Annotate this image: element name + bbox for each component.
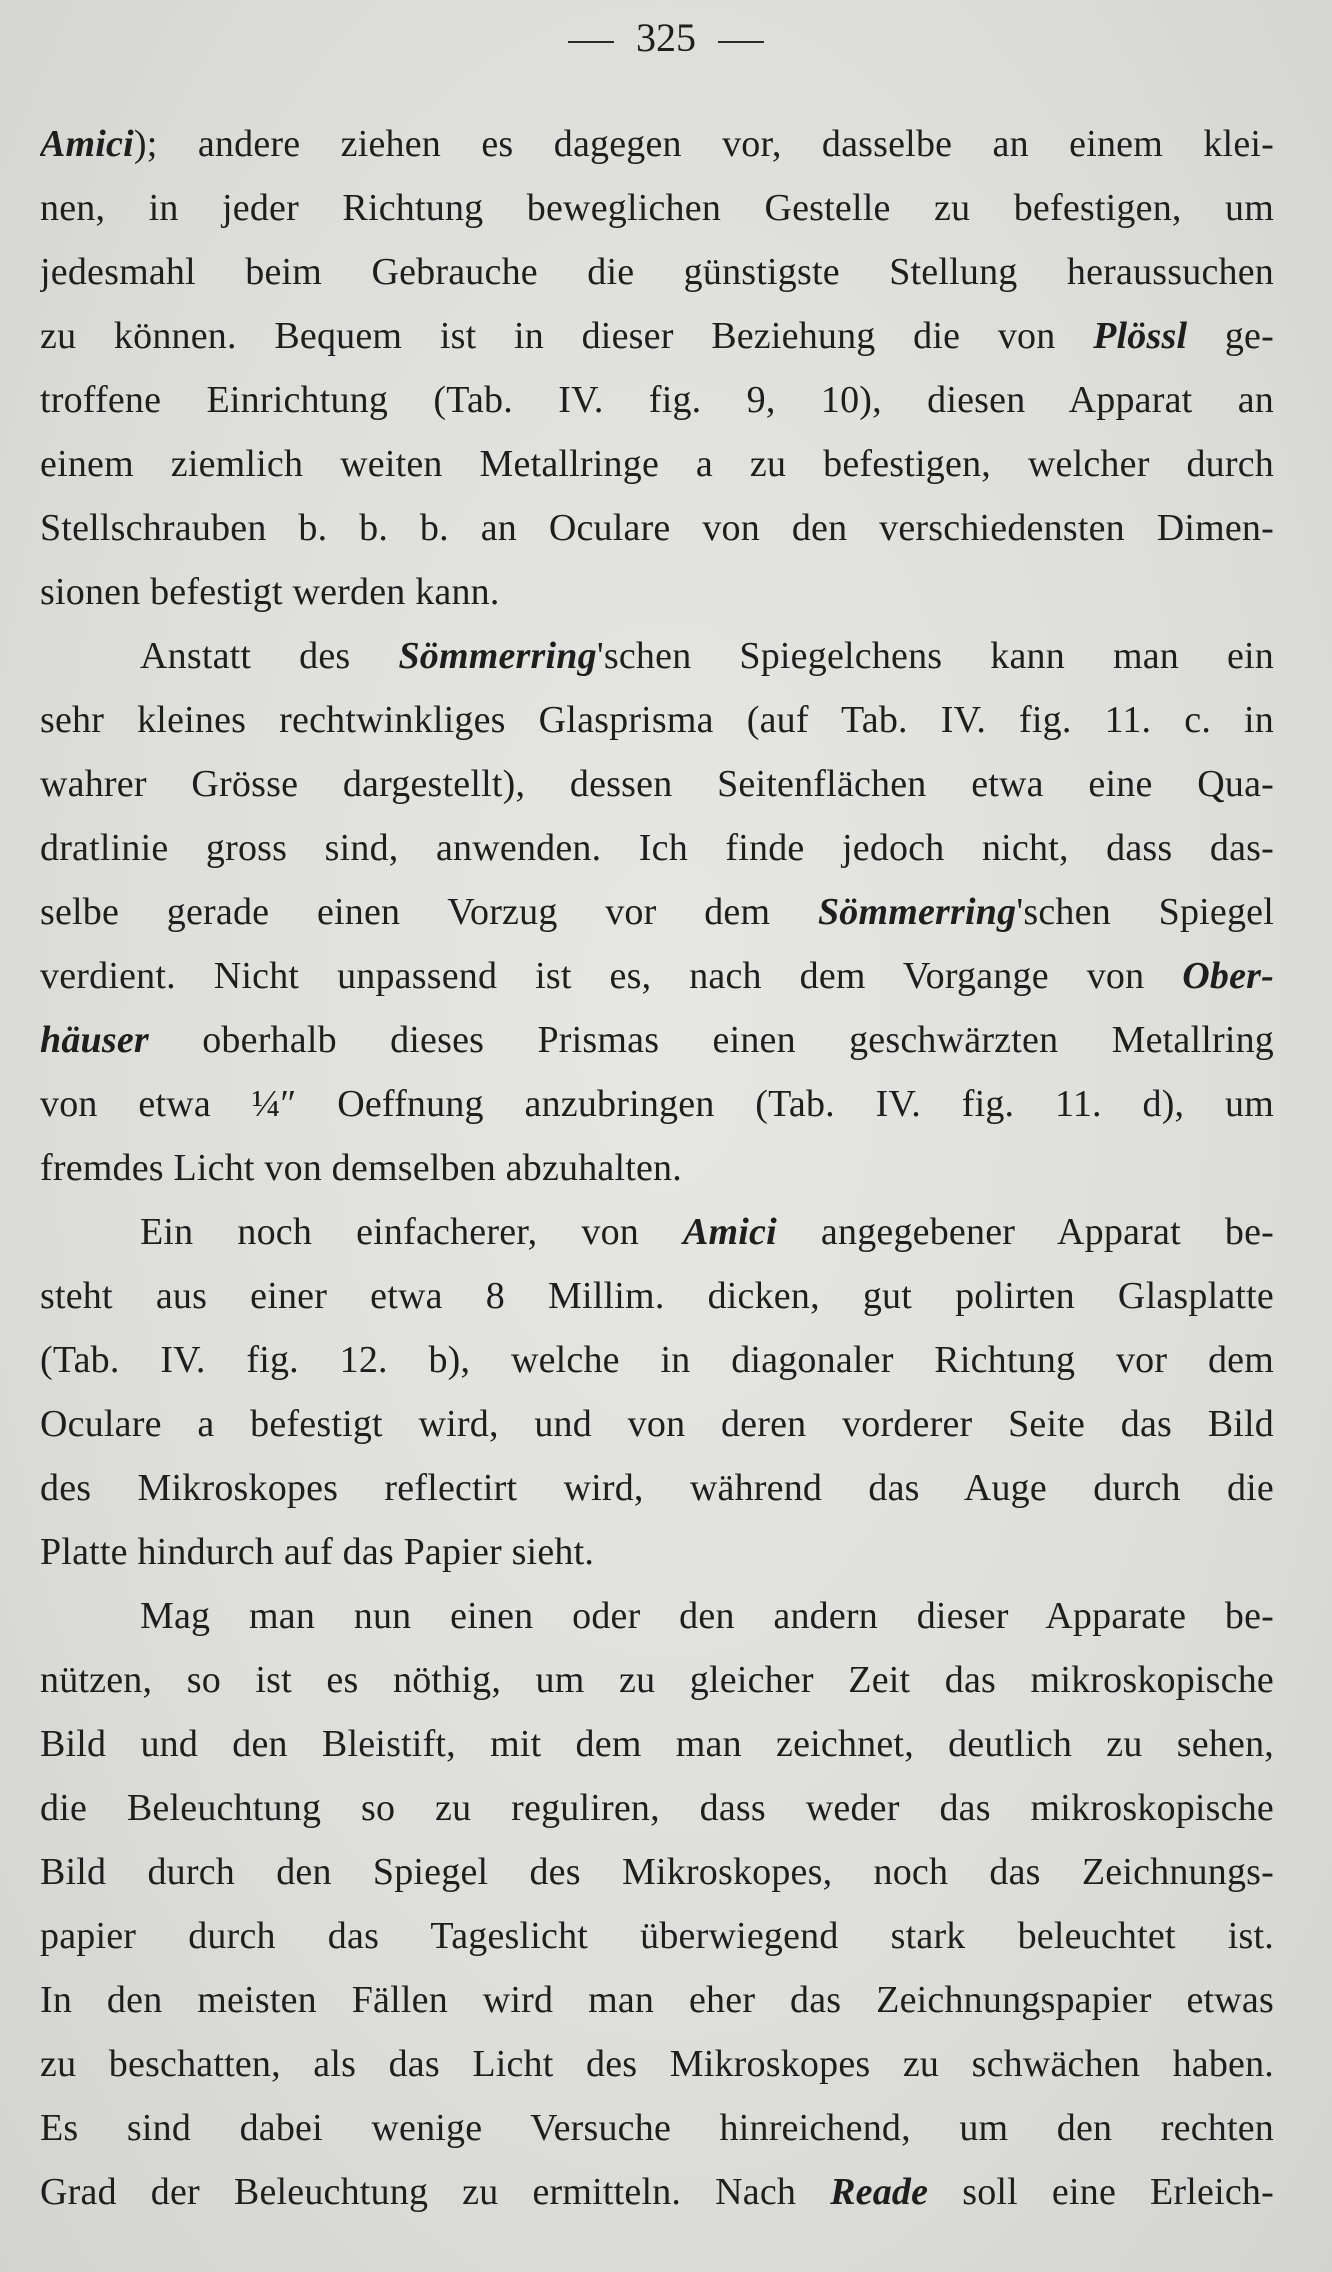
text-line <box>40 304 1274 368</box>
text-run: oberhalb dieses Prismas einen geschwärzten Metallring <box>148 1019 1274 1061</box>
author-name: Sömmerring <box>398 635 597 677</box>
text-line <box>40 368 1274 432</box>
text-line <box>40 1520 1274 1584</box>
text-run: dratlinie gross sind, anwenden. Ich finde jedoch nicht, dass das- <box>40 827 1274 869</box>
text-line <box>40 1712 1274 1776</box>
text-run: verdient. Nicht unpassend ist es, nach dem Vorgange von <box>40 955 1183 997</box>
text-line <box>40 1136 1274 1200</box>
text-run: jedesmahl beim Gebrauche die günstigste Stellung heraussuchen <box>40 251 1274 293</box>
text-run: wahrer Grösse dargestellt), dessen Seitenflächen etwa eine Qua- <box>40 763 1274 805</box>
text-run: ge- <box>1187 315 1274 357</box>
paragraph <box>40 112 1274 624</box>
text-line <box>40 1968 1274 2032</box>
text-line <box>40 1776 1274 1840</box>
text-run: soll eine Erleich- <box>928 2171 1274 2213</box>
text-line <box>40 1456 1274 1520</box>
text-run: von etwa ¼″ Oeffnung anzubringen (Tab. IV. fig. 11. d), um <box>40 1083 1274 1125</box>
text-run: sehr kleines rechtwinkliges Glasprisma (auf Tab. IV. fig. 11. c. in <box>40 699 1274 741</box>
author-name: Reade <box>830 2171 929 2213</box>
text-run: steht aus einer etwa 8 Millim. dicken, gut polirten Glasplatte <box>40 1275 1274 1317</box>
text-line <box>40 1008 1274 1072</box>
text-line <box>40 1200 1274 1264</box>
text-line <box>40 752 1274 816</box>
page-number: 325 <box>636 15 696 60</box>
author-name: Sömmerring <box>817 891 1017 933</box>
text-run: Oculare a befestigt wird, und von deren vorderer Seite das Bild <box>40 1403 1274 1445</box>
text-line <box>40 880 1274 944</box>
text-run: selbe gerade einen Vorzug vor dem <box>40 891 818 933</box>
text-line <box>40 1392 1274 1456</box>
text-run: Bild und den Bleistift, mit dem man zeichnet, deutlich zu sehen, <box>40 1723 1274 1765</box>
text-run: die Beleuchtung so zu reguliren, dass weder das mikroskopische <box>40 1787 1274 1829</box>
text-run: Es sind dabei wenige Versuche hinreichend, um den rechten <box>40 2107 1274 2149</box>
text-run: ); andere ziehen es dagegen vor, dasselbe an einem klei- <box>133 123 1274 165</box>
text-line <box>40 1648 1274 1712</box>
text-line <box>40 1264 1274 1328</box>
text-line <box>40 432 1274 496</box>
text-line <box>40 1904 1274 1968</box>
text-run: In den meisten Fällen wird man eher das Zeichnungspapier etwas <box>40 1979 1274 2021</box>
paragraph <box>40 1200 1274 1584</box>
text-line <box>40 2160 1274 2224</box>
text-run: Bild durch den Spiegel des Mikroskopes, noch das Zeichnungs- <box>40 1851 1274 1893</box>
text-line <box>40 944 1274 1008</box>
author-name: häuser <box>40 1019 149 1061</box>
text-run: (Tab. IV. fig. 12. b), welche in diagonaler Richtung vor dem <box>40 1339 1274 1381</box>
text-run: angegebener Apparat be- <box>776 1211 1274 1253</box>
text-run: Ein noch einfacherer, von <box>140 1211 683 1253</box>
text-line <box>40 1840 1274 1904</box>
text-run: 'schen Spiegelchens kann man ein <box>596 635 1274 677</box>
text-run: Stellschrauben b. b. b. an Oculare von den verschiedensten Dimen- <box>40 507 1274 549</box>
text-line <box>40 624 1274 688</box>
header-dash-left <box>568 41 614 43</box>
author-name: Ober- <box>1182 955 1274 997</box>
text-run: Mag man nun einen oder den andern dieser Apparate be- <box>140 1595 1274 1637</box>
author-name: Amici <box>683 1211 777 1253</box>
text-line <box>40 560 1274 624</box>
text-line <box>40 2032 1274 2096</box>
text-run: des Mikroskopes reflectirt wird, während das Auge durch die <box>40 1467 1274 1509</box>
text-line <box>40 496 1274 560</box>
text-line <box>40 1072 1274 1136</box>
header-dash-right <box>718 41 764 43</box>
text-line <box>40 816 1274 880</box>
text-line <box>40 688 1274 752</box>
text-run: papier durch das Tageslicht überwiegend stark beleuchtet ist. <box>40 1915 1274 1957</box>
body-text <box>40 112 1274 2224</box>
paragraph <box>40 1584 1274 2224</box>
text-run: Platte hindurch auf das Papier sieht. <box>40 1531 595 1573</box>
text-line <box>40 112 1274 176</box>
text-line <box>40 1328 1274 1392</box>
text-line <box>40 2096 1274 2160</box>
text-run: 'schen Spiegel <box>1016 891 1274 933</box>
text-line <box>40 1584 1274 1648</box>
text-run: troffene Einrichtung (Tab. IV. fig. 9, 10), diesen Apparat an <box>40 379 1274 421</box>
text-run: fremdes Licht von demselben abzuhalten. <box>40 1147 682 1189</box>
text-run: nen, in jeder Richtung beweglichen Gestelle zu befestigen, um <box>40 187 1274 229</box>
text-run: zu können. Bequem ist in dieser Beziehung die von <box>40 315 1094 357</box>
author-name: Amici <box>40 123 134 165</box>
author-name: Plössl <box>1093 315 1188 357</box>
text-run: sionen befestigt werden kann. <box>40 571 500 613</box>
text-line <box>40 176 1274 240</box>
text-line <box>40 240 1274 304</box>
page-header <box>0 8 1332 68</box>
text-run: nützen, so ist es nöthig, um zu gleicher Zeit das mikroskopische <box>40 1659 1274 1701</box>
text-run: Grad der Beleuchtung zu ermitteln. Nach <box>40 2171 831 2213</box>
text-run: zu beschatten, als das Licht des Mikroskopes zu schwächen haben. <box>40 2043 1274 2085</box>
paragraph <box>40 624 1274 1200</box>
text-run: einem ziemlich weiten Metallringe a zu befestigen, welcher durch <box>40 443 1274 485</box>
text-run: Anstatt des <box>140 635 399 677</box>
